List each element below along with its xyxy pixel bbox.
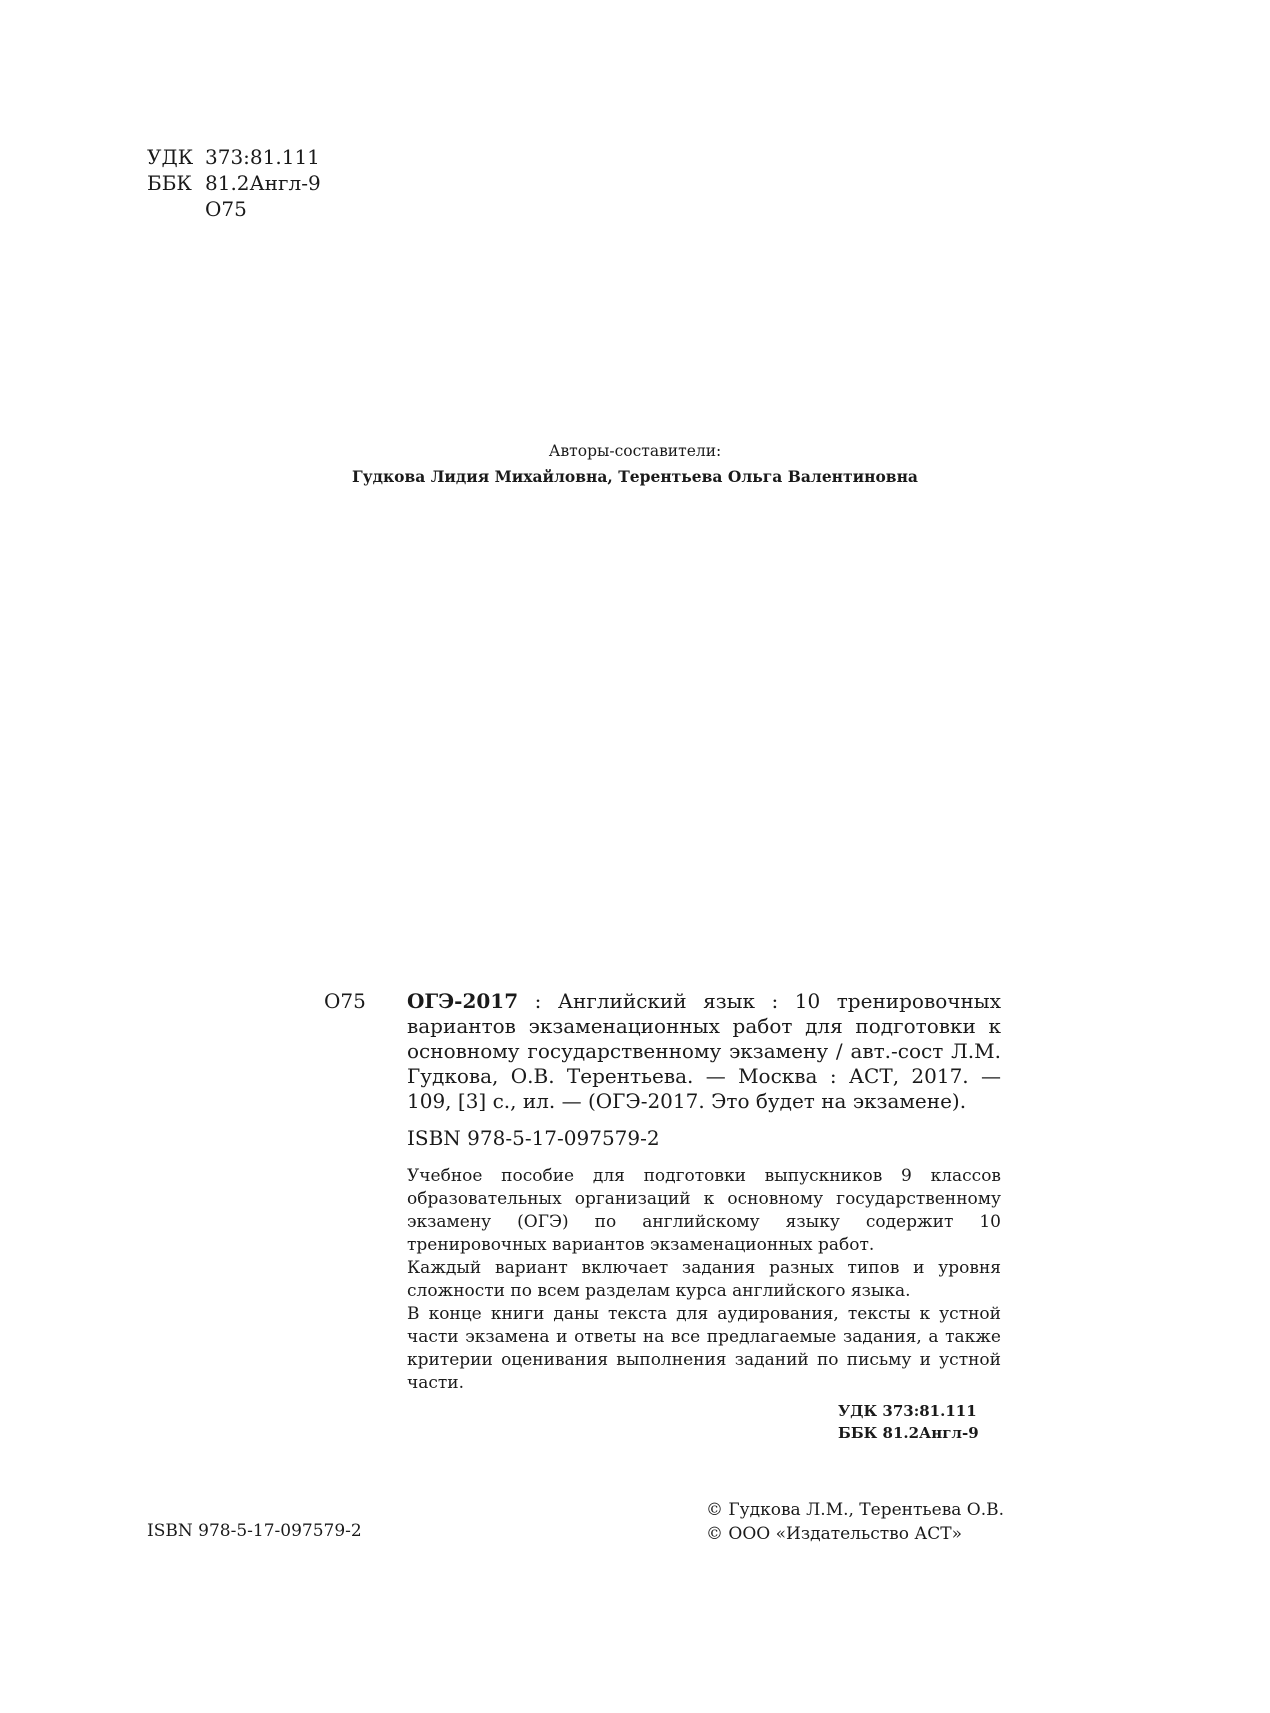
bbk-code-right: ББК 81.2Англ-9 [838, 1424, 979, 1442]
annotation-paragraph: В конце книги даны текста для аудирования, тексты к устной части экзамена и ответы на все предлагаемые задания, а также критерии оценивания выполнения заданий по письму и устной части. [407, 1304, 1001, 1393]
authors-names: Гудкова Лидия Михайловна, Терентьева Ольга Валентиновна [352, 467, 918, 486]
udk-value: 373:81.111 [205, 145, 320, 169]
udk-code-right: УДК 373:81.111 [838, 1402, 977, 1420]
bibliographic-description [407, 989, 1001, 1114]
annotation-paragraph: Учебное пособие для подготовки выпускников 9 классов образовательных организаций к основному государственному экзамену (ОГЭ) по английскому языку содержит 10 тренировочных вариантов экзаменационных работ. [407, 1166, 1001, 1255]
copyright-authors: © Гудкова Л.М., Терентьева О.В. [706, 1500, 1005, 1520]
bbk-label: ББК [147, 171, 192, 195]
authors-block [0, 438, 1270, 490]
annotation [407, 1165, 1001, 1395]
annotation-paragraph: Каждый вариант включает задания разных типов и уровня сложности по всем разделам курса английского языка. [407, 1258, 1001, 1301]
card-isbn: ISBN 978-5-17-097579-2 [407, 1126, 660, 1150]
bbk-value: 81.2Англ-9 [205, 171, 321, 195]
footer-isbn: ISBN 978-5-17-097579-2 [147, 1521, 362, 1541]
bibliographic-card [407, 989, 1001, 1395]
udk-label: УДК [147, 145, 194, 169]
copyright-block [706, 1498, 1004, 1546]
authors-caption: Авторы-составители: [548, 442, 722, 460]
author-mark-row [147, 196, 321, 222]
book-description: : Английский язык : 10 тренировочных вариантов экзаменационных работ для подготовки к основному государственному экзамену / авт.-сост Л.М. Гудкова, О.В. Терентьева. — Москва : АСТ, 2017. — 109, [3] с., ил. — (ОГЭ-2017. Это будет на экзамене). [407, 989, 1001, 1113]
codes-right [838, 1400, 979, 1444]
book-title: ОГЭ-2017 [407, 989, 519, 1013]
classification-codes [147, 144, 321, 222]
author-mark: О75 [205, 197, 247, 221]
entry-code: О75 [324, 989, 366, 1013]
udk-row [147, 144, 321, 170]
bbk-row [147, 170, 321, 196]
copyright-publisher: © ООО «Издательство АСТ» [706, 1524, 962, 1544]
